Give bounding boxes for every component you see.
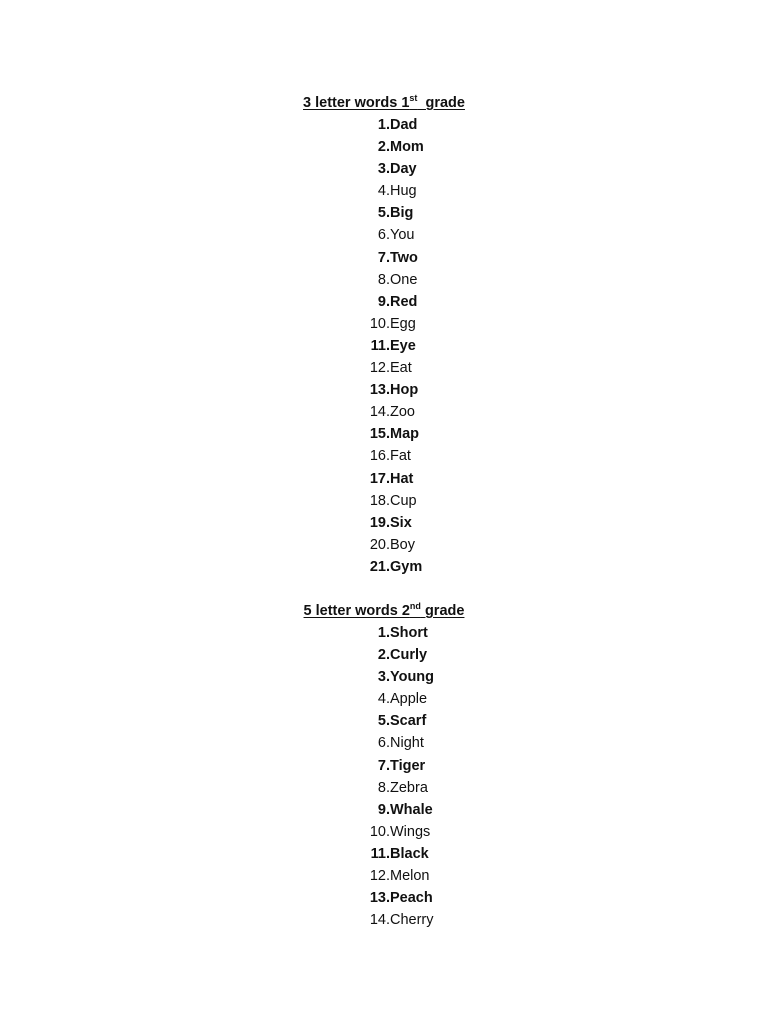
- heading-prefix: 3 letter words 1: [303, 95, 410, 111]
- item-word: Red: [390, 293, 418, 310]
- list-item: [0, 644, 768, 666]
- item-number: 2.: [377, 139, 390, 156]
- section-5-letter-words: [0, 600, 768, 931]
- item-number: 3.: [377, 161, 390, 178]
- item-word: One: [390, 271, 418, 288]
- list-item: [0, 180, 768, 202]
- list-item: [0, 423, 768, 445]
- item-number: 5.: [377, 713, 390, 730]
- item-word: Tiger: [390, 757, 426, 774]
- list-item: [0, 490, 768, 512]
- list-item: [0, 247, 768, 269]
- item-word: Peach: [390, 890, 433, 907]
- item-number: 13.: [369, 890, 390, 907]
- section-heading: [0, 92, 768, 114]
- list-item: [0, 335, 768, 357]
- item-number: 10.: [369, 315, 390, 332]
- list-item: [0, 666, 768, 688]
- item-word: Whale: [390, 801, 433, 818]
- item-word: Short: [390, 625, 428, 641]
- list-item: [0, 202, 768, 224]
- item-word: Gym: [390, 558, 423, 575]
- item-word: Egg: [390, 315, 416, 332]
- list-item: [0, 269, 768, 291]
- item-number: 9.: [377, 293, 390, 310]
- list-item: [0, 534, 768, 556]
- list-item: [0, 843, 768, 865]
- list-item: [0, 887, 768, 909]
- item-word: Six: [390, 514, 412, 531]
- item-number: 7.: [377, 757, 390, 774]
- item-word: Big: [390, 205, 414, 222]
- item-number: 8.: [377, 779, 390, 796]
- section-heading: [0, 600, 768, 622]
- word-list: [0, 622, 768, 931]
- list-item: [0, 755, 768, 777]
- item-number: 7.: [377, 249, 390, 266]
- item-word: Dad: [390, 117, 418, 133]
- item-word: Cherry: [390, 912, 434, 929]
- item-word: Young: [390, 669, 435, 686]
- list-item: [0, 777, 768, 799]
- list-item: [0, 224, 768, 246]
- section-heading-text: [303, 92, 465, 114]
- item-word: You: [390, 227, 415, 244]
- list-item: [0, 512, 768, 534]
- item-number: 4.: [377, 183, 390, 200]
- list-item: [0, 136, 768, 158]
- list-item: [0, 865, 768, 887]
- item-word: Hat: [390, 470, 414, 487]
- list-item: [0, 379, 768, 401]
- list-item: [0, 401, 768, 423]
- item-word: Boy: [390, 536, 415, 553]
- item-number: 21.: [369, 558, 390, 575]
- item-word: Day: [390, 161, 417, 178]
- item-number: 13.: [369, 382, 390, 399]
- item-word: Mom: [390, 139, 424, 156]
- item-word: Hug: [390, 183, 417, 200]
- item-word: Eat: [390, 360, 412, 377]
- item-word: Scarf: [390, 713, 427, 730]
- item-word: Zoo: [390, 404, 415, 421]
- item-number: 19.: [369, 514, 390, 531]
- section-3-letter-words: [0, 92, 768, 578]
- list-item: [0, 291, 768, 313]
- item-number: 6.: [377, 735, 390, 752]
- item-word: Cup: [390, 492, 417, 509]
- list-item: [0, 688, 768, 710]
- list-item: [0, 357, 768, 379]
- item-number: 12.: [369, 868, 390, 885]
- item-word: Apple: [390, 691, 428, 708]
- list-item: [0, 732, 768, 754]
- item-number: 5.: [377, 205, 390, 222]
- list-item: [0, 445, 768, 467]
- item-number: 16.: [369, 448, 390, 465]
- item-word: Wings: [390, 823, 431, 840]
- item-number: 15.: [369, 426, 390, 443]
- list-item: [0, 821, 768, 843]
- item-word: Two: [390, 249, 418, 266]
- item-number: 18.: [369, 492, 390, 509]
- item-number: 10.: [369, 823, 390, 840]
- item-word: Night: [390, 735, 424, 752]
- item-number: 3.: [377, 669, 390, 686]
- heading-prefix: 5 letter words 2: [303, 603, 410, 619]
- item-word: Fat: [390, 448, 411, 465]
- item-word: Hop: [390, 382, 419, 399]
- item-number: 6.: [377, 227, 390, 244]
- item-number: 14.: [369, 912, 390, 929]
- list-item: [0, 114, 768, 136]
- item-number: 17.: [369, 470, 390, 487]
- item-number: 11.: [370, 845, 390, 862]
- item-number: 9.: [377, 801, 390, 818]
- item-number: 11.: [370, 337, 390, 354]
- list-item: [0, 556, 768, 578]
- heading-suffix: grade: [425, 95, 465, 111]
- item-number: 2.: [377, 647, 390, 664]
- section-heading-text: [304, 600, 465, 622]
- heading-ordinal-suffix: st: [409, 93, 418, 103]
- list-item: [0, 313, 768, 335]
- list-item: [0, 710, 768, 732]
- item-word: Curly: [390, 647, 428, 664]
- item-word: Black: [390, 845, 429, 862]
- list-item: [0, 468, 768, 490]
- item-number: 4.: [377, 691, 390, 708]
- item-number: 1.: [377, 625, 390, 641]
- list-item: [0, 799, 768, 821]
- item-number: 14.: [369, 404, 390, 421]
- item-word: Eye: [390, 337, 416, 354]
- item-word: Melon: [390, 868, 430, 885]
- item-word: Zebra: [390, 779, 428, 796]
- heading-ordinal-suffix: nd: [409, 601, 421, 611]
- heading-suffix: grade: [424, 603, 465, 619]
- word-list: [0, 114, 768, 578]
- list-item: [0, 158, 768, 180]
- list-item: [0, 622, 768, 644]
- list-item: [0, 909, 768, 931]
- item-number: 20.: [369, 536, 390, 553]
- item-word: Map: [390, 426, 419, 443]
- item-number: 8.: [377, 271, 390, 288]
- item-number: 12.: [369, 360, 390, 377]
- item-number: 1.: [377, 117, 390, 133]
